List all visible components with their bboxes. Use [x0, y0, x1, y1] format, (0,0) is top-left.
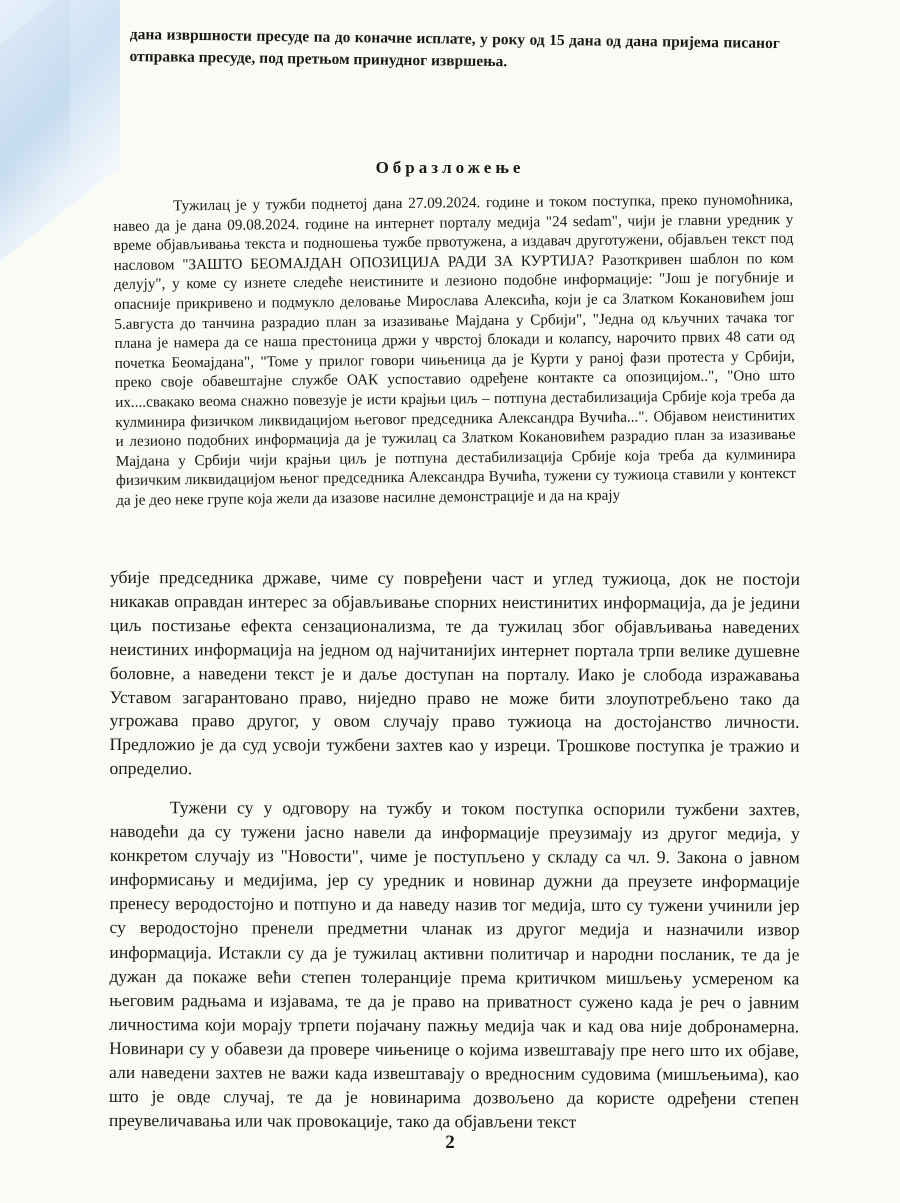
paragraph-plaintiff-claim: Тужилац је у тужби поднетој дана 27.09.2024. године и током поступка, преко пуномоћника, навео да је дана 09.08.2024. године на интернет порталу медија "24 sedam", чији је главни уредник у време објављивања текста и подношења тужбе првотужена, а издавач друготужени, објављен текст под насловом "ЗАШТО БЕОМАЈДАН ОПОЗИЦИЈА РАДИ ЗА КУРТИЈА? Разоткривен шаблон по ком делују", у коме су изнете следеће неистините и лезионо подобне информације: "Још је погубније и опасније прикривено и подмукло деловање Мирослава Алексића, који је са Златком Кокановићем још 5.августа до танчина разрадио план за изазивање Мајдана у Србији", "Једна од кључних тачака тог плана је намера да се наша престоница држи у чврстој блокади и колапсу, нарочито првих 48 сати од почетка Беомајдана", "Томе у прилог говори чињеница да је Курти у раној фази протеста у Србији, преко своје обавештајне службе ОАК успоставио одређене контакте са опозицијом..", "Оно што их....свакако веома снажно повезује је исти крајњи циљ – потпуна дестабилизација Србије која треба да кулминира физичком ликвидацијом његовог председника Александра Вучића...". Објавом неистинитих и лезионо подобних информација да је тужилац са Златком Кокановићем разрадио план за изазивање Мајдана у Србији чији крајњи циљ је потпуна дестабилизација Србије која треба да кулминира физичким ликвидацијом њеног председника Александра Вучића, тужени су тужиоца ставили у контекст да је део неке групе која жели да изазове насилне демонстрације и да на крају [113, 190, 797, 509]
paragraph-plaintiff-claim-continued: убије председника државе, чиме су повређени част и углед тужиоца, док не постоји никакав оправдан интерес за објављивање спорних неистинитих информација, да је једини циљ постизање ефекта сензационализма, те да тужилац због објављивања наведених неистиних информација на једном од најчитанијих интернет портала трпи велике душевне боловне, а наведени текст је и даље доступан на порталу. Иако је слобода изражавања Уставом загарантовано право, ниједно право не може бити злоупотребљено тако да угрожава право другог, у овом случају право тужиоца на достојанство личности. Предложио је да суд усвоји тужбени захтев као у изреци. Трошкове поступка је тражио и определио. [109, 567, 800, 779]
page-number: 2 [445, 1132, 455, 1153]
top-paragraph: дана извршности пресуде па до коначне исплате, у року од 15 дана од дана пријема писаног отправка пресуде, под претњом принудног извршења. [129, 25, 780, 71]
paragraph-defendants-response: Тужени су у одговору на тужбу и током поступка оспорили тужбени захтев, наводећи да су тужени јасно навели да информације преузимају из другог медија, у конкретом случају из "Новости", чиме је поступљено у складу са чл. 9. Закона о јавном информисању и медијима, јер су уредник и новинар дужни да преузете информације пренесу веродостојно и потпуно и да наведу назив тог медија, што су тужени учинили јер су веродостојно пренели предметни чланак из другог медија и назначили извор информација. Истакли су да је тужилац активни политичар и народни посланик, те да је дужан да покаже већи степен толеранције према критичком мишљењу усмереном ка његовим радњама и изјавама, те да је право на приватност сужено када је реч о јавним личностима који морају трпети појачану пажњу медија чак и кад ова није добронамерна. Новинари су у обавези да провере чињенице о којима извештавају пре него што их објаве, али наведени захтев не важи када извештавају о вредносним судовима (мишљењима), као што је овде случај, те да је новинарима дозвољено да користе одређени степен преувеличавања или чак провокације, тако да објављени текст [108, 797, 800, 1132]
section-heading: Образложење [375, 158, 525, 177]
